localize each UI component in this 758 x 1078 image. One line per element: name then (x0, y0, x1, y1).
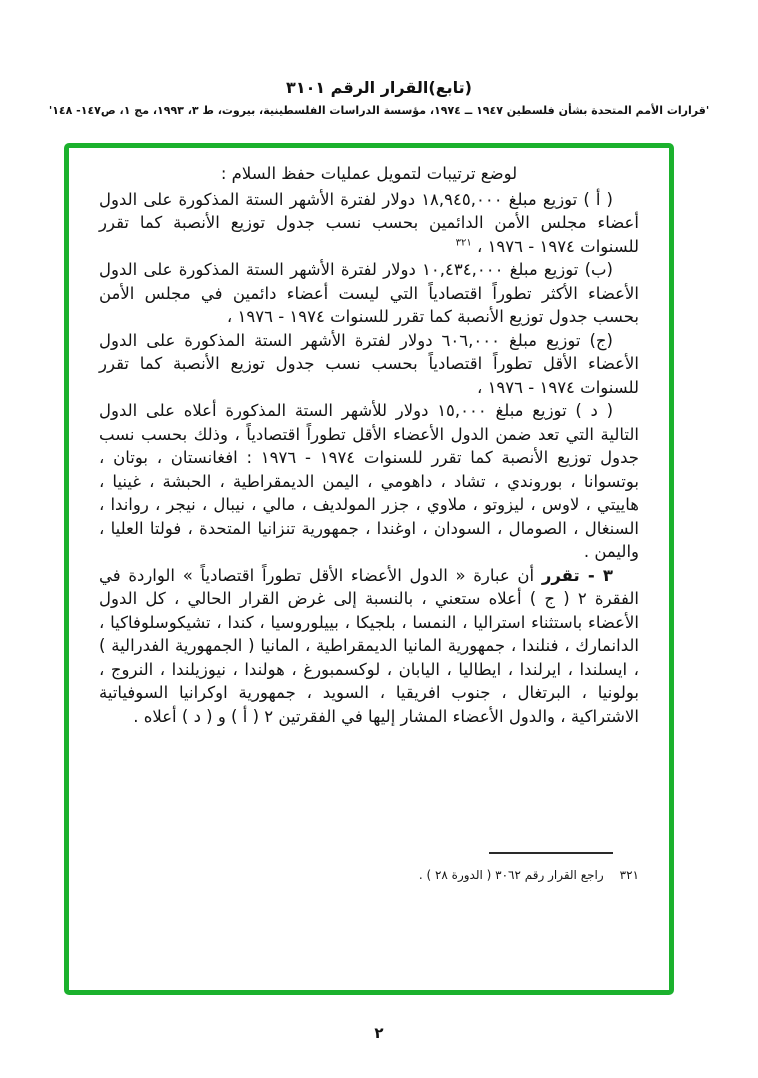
clause-3-text: أن عبارة « الدول الأعضاء الأقل تطوراً اقتصادياً » الواردة في الفقرة ٢ ( ج ) أعلاه ستعني ، بالنسبة إلى غرض القرار الحالي ، كل الدول الأعضاء باستثناء استراليا ، النمسا ، بلجيكا ، بييلوروسيا ، كندا ، تشيكوسلوفاكيا ، الدانمارك ، فنلندا ، جمهورية المانيا الديمقراطية ، المانيا ( الجمهورية الفدرالية ) ، ايسلندا ، ايرلندا ، ايطاليا ، اليابان ، لوكسمبورغ ، هولندا ، نيوزيلندا ، النروج ، بولونيا ، البرتغال ، جنوب افريقيا ، السويد ، جمهورية اوكرانيا السوفياتية الاشتراكية ، والدول الأعضاء المشار إليها في الفقرتين ٢ ( أ ) و ( د ) أعلاه . (99, 565, 639, 726)
paragraph-c: (ج) توزيع مبلغ ٦٠٦,٠٠٠ دولار لفترة الأشهر الستة المذكورة على الدول الأعضاء الأقل تطوراً اقتصادياً بحسب نسب جدول توزيع الأنصبة كما تقرر للسنوات ١٩٧٤ - ١٩٧٦ ، (99, 330, 639, 397)
footnote-block (99, 852, 639, 882)
paragraph-d: ( د ) توزيع مبلغ ١٥,٠٠٠ دولار للأشهر الستة المذكورة أعلاه على الدول التالية التي تعد ضمن الدول الأعضاء الأقل تطوراً اقتصادياً ، وذلك بحسب نسب جدول توزيع الأنصبة كما تقرر للسنوات ١٩٧٤ - ١٩٧٦ : افغانستان ، بوتان ، بوتسوانا ، بوروندي ، تشاد ، داهومي ، اليمن الديمقراطية ، الحبشة ، غينيا ، هاييتي ، لاوس ، ليزوتو ، ملاوي ، جزر المولديف ، مالي ، نيبال ، نيجر ، رواندا ، السنغال ، الصومال ، السودان ، اوغندا ، جمهورية تنزانيا المتحدة ، فولتا العليا ، واليمن . (99, 401, 639, 561)
paragraph-a (99, 188, 639, 259)
green-frame (64, 143, 674, 995)
body-text (99, 162, 639, 728)
clause-3-keyword: تقرر (541, 565, 580, 585)
clause-3-number: ٣ - (579, 565, 613, 585)
footnote-text: راجع القرار رقم ٣٠٦٢ ( الدورة ٢٨ ) . (418, 868, 604, 882)
footnote-divider (489, 852, 613, 854)
page-title: (تابع)القرار الرقم ٣١٠١ (286, 78, 472, 97)
footnote-reference-marker: ٣٢١ (455, 237, 472, 248)
page-number: ٢ (374, 1024, 384, 1042)
source-citation: 'قرارات الأمم المتحدة بشأن فلسطين ١٩٤٧ ــ ١٩٧٤، مؤسسة الدراسات الفلسطينية، بيروت، ط ٣، ١٩٩٣، مج ١، ص١٤٧- ١٤٨' (48, 104, 710, 117)
intro-line: لوضع ترتيبات لتمويل عمليات حفظ السلام : (220, 164, 518, 183)
footnote-number: ٣٢١ (619, 868, 639, 882)
page-header (0, 78, 758, 117)
clause-3 (99, 564, 639, 729)
paragraph-b: (ب) توزيع مبلغ ١٠,٤٣٤,٠٠٠ دولار لفترة الأشهر الستة المذكورة على الدول الأعضاء الأكثر تطوراً اقتصادياً التي ليست أعضاء دائمين في مجلس الأمن بحسب جدول توزيع الأنصبة كما تقرر للسنوات ١٩٧٤ - ١٩٧٦ ، (99, 260, 639, 326)
paragraph-a-text: ( أ ) توزيع مبلغ ١٨,٩٤٥,٠٠٠ دولار لفترة الأشهر الستة المذكورة على الدول أعضاء مجلس الأمن الدائمين بحسب نسب جدول توزيع الأنصبة كما تقرر للسنوات ١٩٧٤ - ١٩٧٦ ، (99, 189, 639, 256)
footnote (99, 868, 639, 882)
